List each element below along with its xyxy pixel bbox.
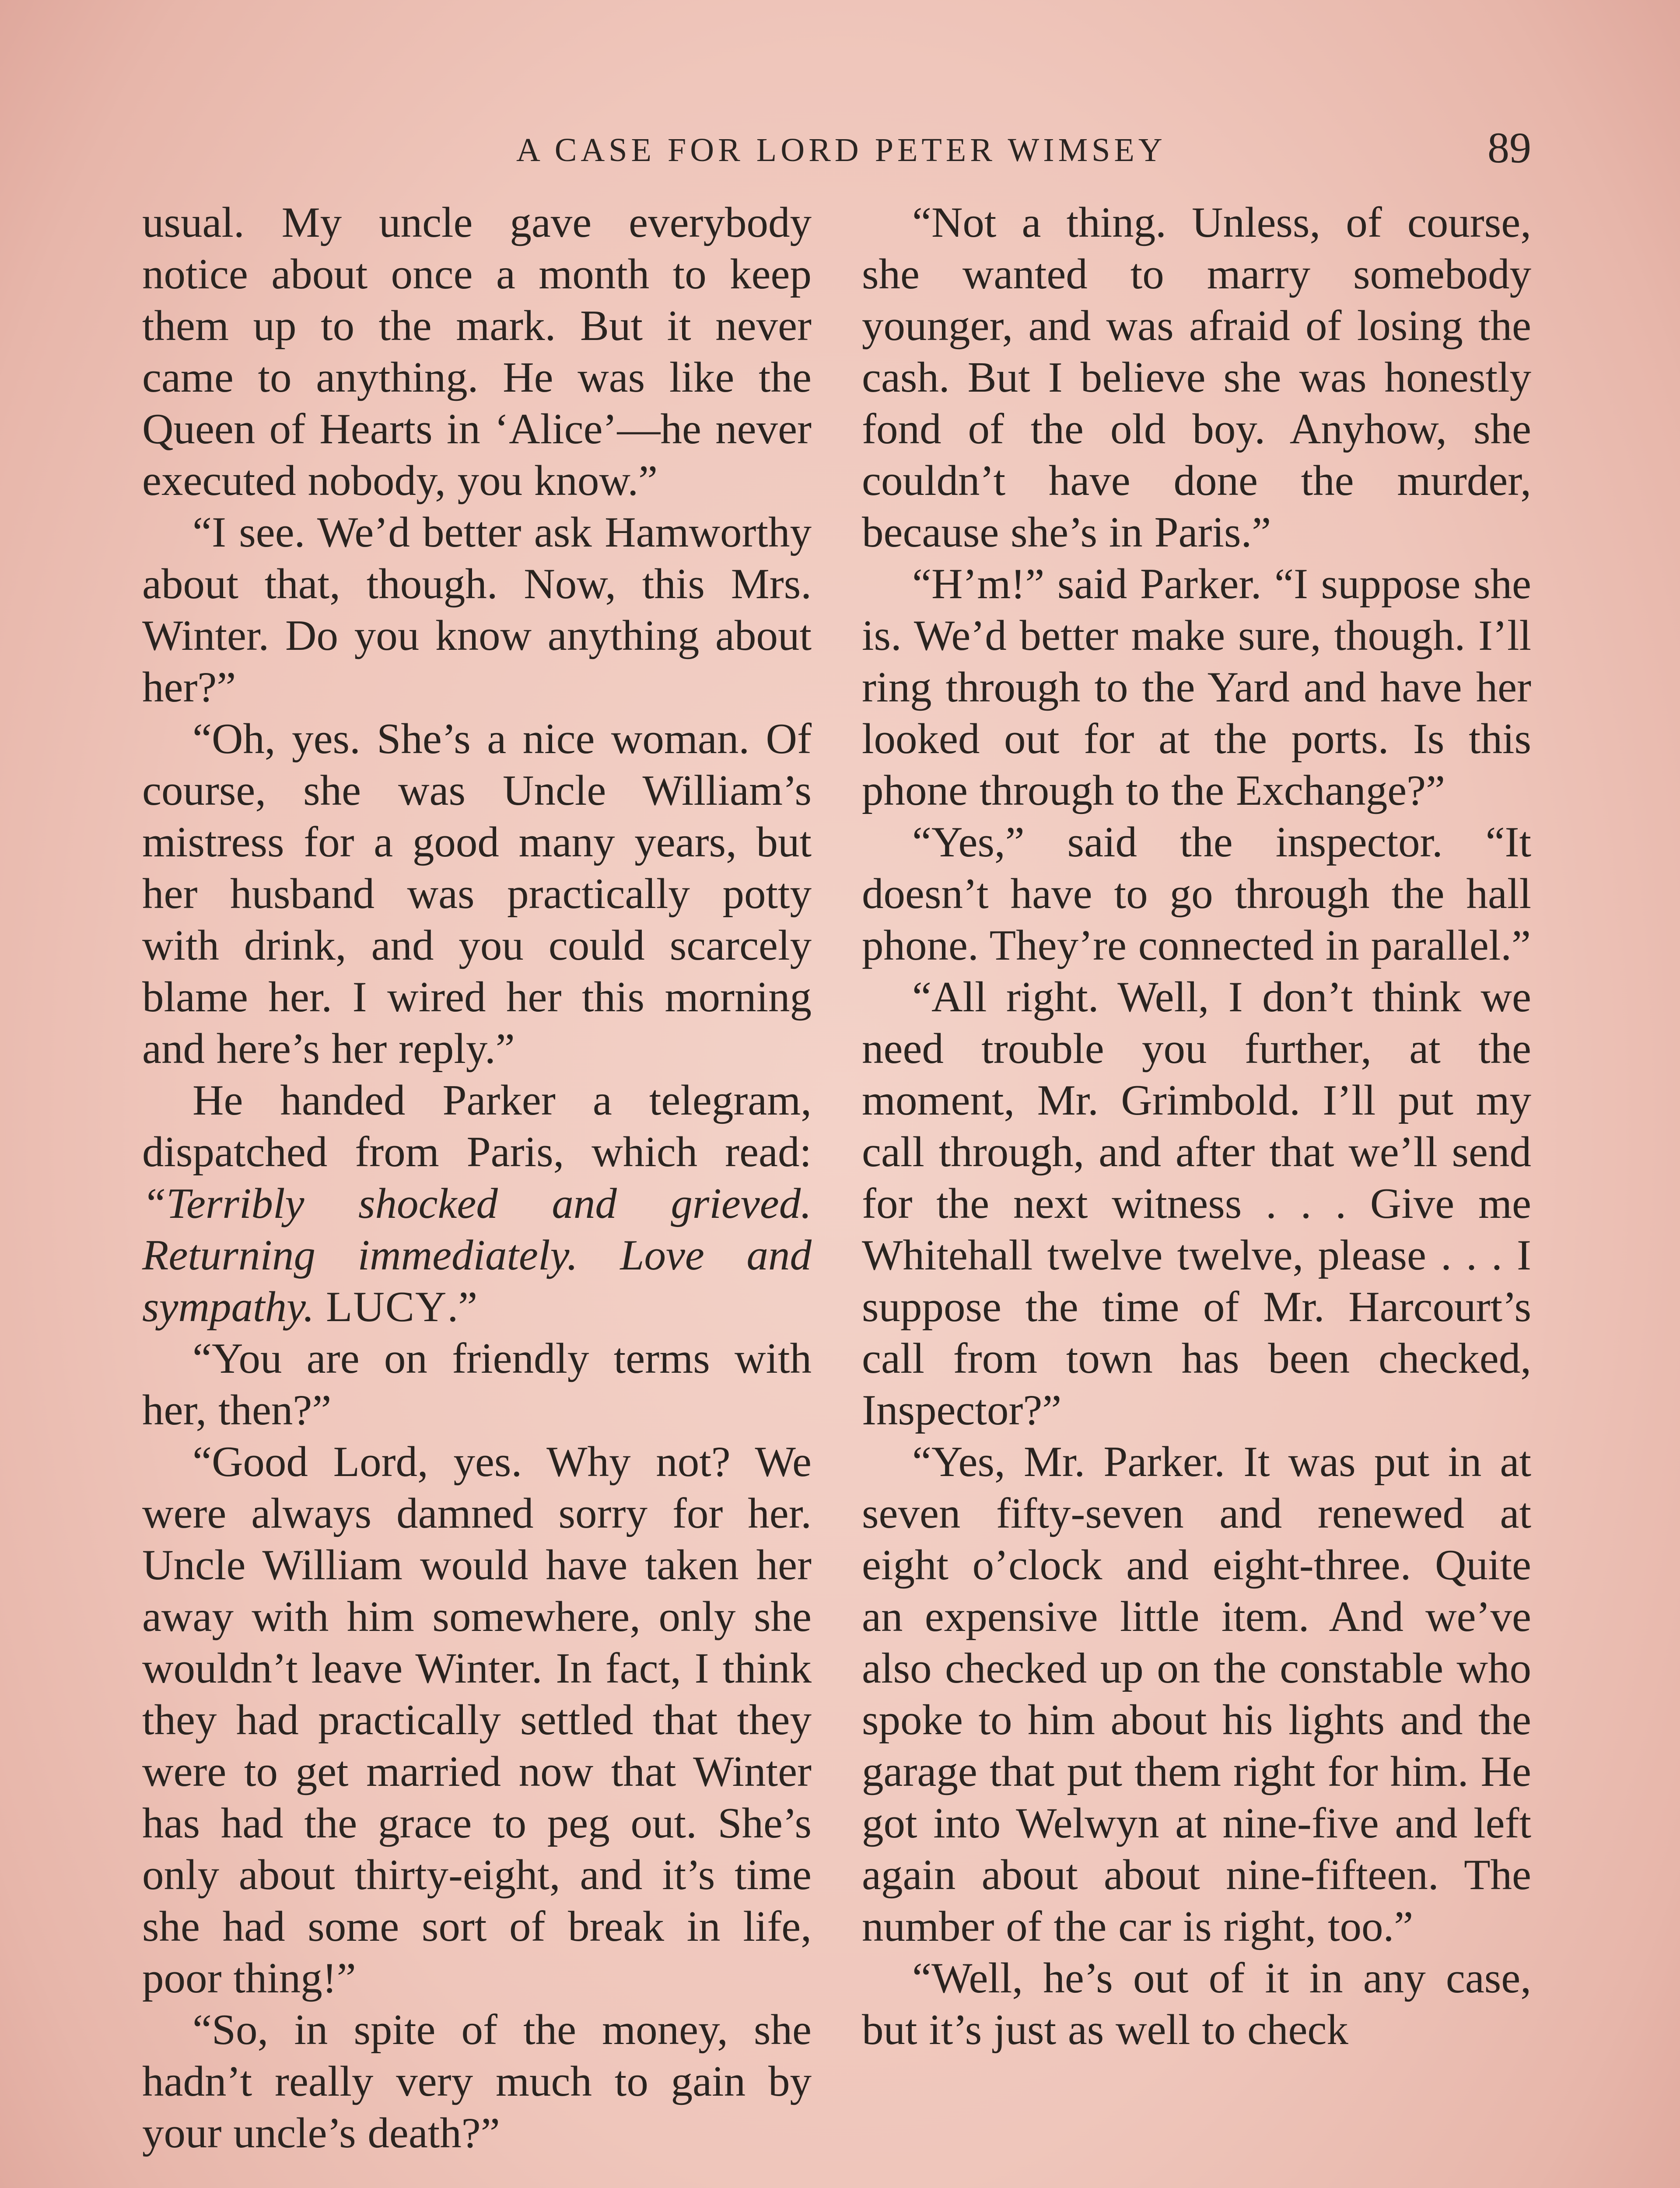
- paragraph: “I see. We’d better ask Hamworthy about that, though. Now, this Mrs. Winter. Do you know anything about her?”: [142, 508, 812, 711]
- paragraph: “You are on friendly terms with her, then?”: [142, 1335, 812, 1434]
- paragraph: “Not a thing. Unless, of course, she wanted to marry somebody younger, and was afraid of losing the cash. But I believe she was honestly fond of the old boy. Anyhow, she couldn’t have done the murder, because she’s in Paris.”: [862, 199, 1531, 556]
- paragraph: “All right. Well, I don’t think we need trouble you further, at the moment, Mr. Grimbold. I’ll put my call through, and after that we’ll send for the next witness . . . Give me Whitehall twelve twelve, please . . . I suppose the time of Mr. Harcourt’s call from town has been checked, Inspector?”: [862, 973, 1531, 1434]
- telegram-text: “Terribly shocked and grieved. Returning immediately. Love and sympathy.: [142, 1180, 812, 1331]
- paragraph: “Well, he’s out of it in any case, but it’s just as well to check: [862, 1954, 1531, 2054]
- closing-quote: .”: [447, 1283, 478, 1331]
- telegram-signature: LUCY: [326, 1283, 448, 1331]
- paragraph: “Oh, yes. She’s a nice woman. Of course, she was Uncle William’s mistress for a good many years, but her husband was practically potty with drink, and you could scarcely blame her. I wired her this morning and here’s her reply.”: [142, 715, 812, 1073]
- paragraph: “Yes, Mr. Parker. It was put in at seven fifty-seven and renewed at eight o’clock and eight-three. Quite an expensive little item. And we’ve also checked up on the constable who spoke to him about his lights and the garage that put them right for him. He got into Welwyn at nine-five and left again about about nine-fifteen. The number of the car is right, too.”: [862, 1438, 1531, 1950]
- left-column: [142, 197, 812, 2159]
- paragraph: usual. My uncle gave everybody notice about once a month to keep them up to the mark. But it never came to anything. He was like the Queen of Hearts in ‘Alice’—he never executed nobody, you know.”: [142, 199, 812, 505]
- paragraph: “Good Lord, yes. Why not? We were always damned sorry for her. Uncle William would have taken her away with him somewhere, only she wouldn’t leave Winter. In fact, I think they had practically settled that they were to get married now that Winter has had the grace to peg out. She’s only about thirty-eight, and it’s time she had some sort of break in life, poor thing!”: [142, 1438, 812, 2002]
- paragraph-telegram: [142, 1075, 812, 1333]
- running-head: A CASE FOR LORD PETER WIMSEY: [516, 132, 1166, 168]
- page-number: 89: [1488, 123, 1531, 172]
- paragraph: “So, in spite of the money, she hadn’t really very much to gain by your uncle’s death?”: [142, 2006, 812, 2157]
- paragraph: “Yes,” said the inspector. “It doesn’t have to go through the hall phone. They’re connected in parallel.”: [862, 818, 1531, 969]
- right-column: [862, 197, 1531, 2056]
- paragraph-text: He handed Parker a telegram, dispatched from Paris, which read:: [142, 1076, 812, 1176]
- paragraph: “H’m!” said Parker. “I suppose she is. We’d better make sure, though. I’ll ring through to the Yard and have her looked out for at the ports. Is this phone through to the Exchange?”: [862, 560, 1531, 814]
